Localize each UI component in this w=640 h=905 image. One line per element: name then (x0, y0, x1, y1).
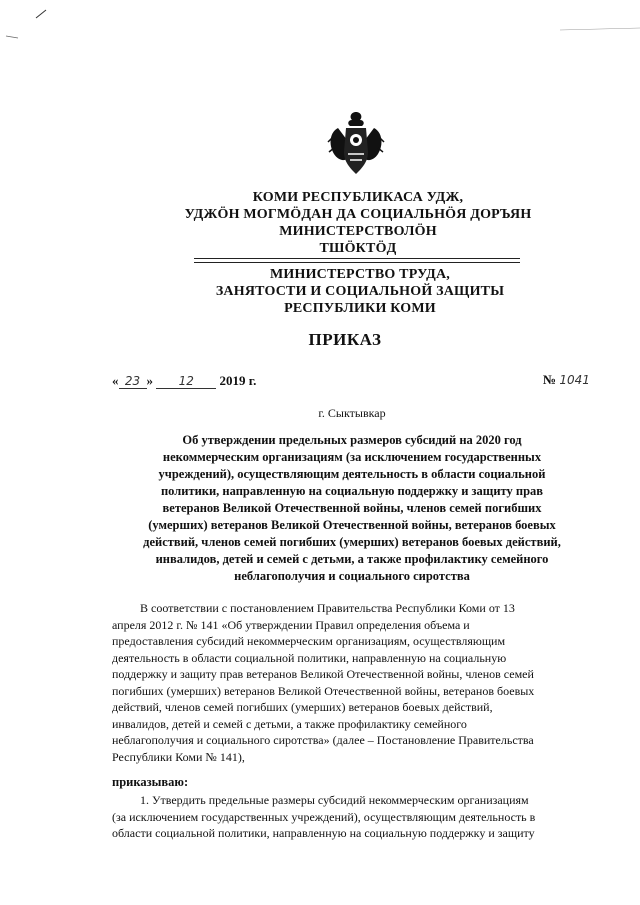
preamble-line: апреля 2012 г. № 141 «Об утверждении Правил определения объема и (112, 617, 470, 632)
header-komi-line: УДЖӦН МОГМӦДАН ДА СОЦИАЛЬНӦЯ ДОРЪЯН (184, 207, 532, 222)
number-label: № (543, 372, 557, 387)
subject-line: ветеранов Великой Отечественной войны, членов семей погибших (162, 501, 542, 515)
subject-line: неблагополучия и социального сиротства (234, 569, 470, 583)
header-komi-line: КОМИ РЕСПУБЛИКАСА УДЖ, (252, 190, 464, 205)
preamble-line: деятельность в области социальной политики, направленную на социальную (112, 650, 507, 665)
preamble-line: погибших (умерших) ветеранов Великой Отечественной войны, ветеранов боевых (112, 683, 535, 698)
order-date (112, 373, 256, 389)
header-komi-line: ТШӦКТӦД (319, 241, 397, 256)
header-komi (38, 189, 640, 257)
header-ru-line: ЗАНЯТОСТИ И СОЦИАЛЬНОЙ ЗАЩИТЫ (215, 284, 505, 299)
header-ru-line: МИНИСТЕРСТВО ТРУДА, (269, 267, 450, 282)
subject-line: действий, членов семей погибших (умерших) ветеранов боевых действий, (143, 535, 561, 549)
preamble-line: инвалидов, детей и семей с детьми, а также профилактику семейного (112, 716, 467, 731)
subject-line: инвалидов, детей и семей с детьми, а также профилактику семейного (155, 552, 549, 566)
date-year: 2019 г. (219, 373, 257, 388)
date-day: 23 (119, 374, 147, 389)
header-ru-line: РЕСПУБЛИКИ КОМИ (284, 301, 436, 316)
subject-line: (умерших) ветеранов Великой Отечественной войны, ветеранов боевых (148, 518, 556, 532)
order-word: приказываю: (112, 775, 189, 789)
header-divider-thin (194, 262, 520, 263)
header-divider (194, 258, 520, 259)
preamble-line: Республики Коми № 141), (112, 749, 245, 764)
preamble-line: предоставления субсидий некоммерческим организациям, осуществляющим (112, 634, 506, 648)
number-value: 1041 (559, 373, 590, 387)
date-open-quote: « (112, 373, 119, 388)
preamble-line: действий, членов семей погибших (умерших) ветеранов боевых действий, (112, 700, 493, 714)
order-item-1 (112, 792, 598, 842)
subject-line: Об утверждении предельных размеров субсидий на 2020 год (182, 433, 522, 447)
city: г. Сыктывкар (318, 406, 386, 420)
order-subject (108, 432, 596, 585)
pen-marks (0, 0, 640, 60)
item-line: (за исключением государственных учреждений), осуществляющим деятельность в (112, 809, 536, 824)
date-month: 12 (156, 374, 216, 389)
order-number (543, 372, 590, 388)
preamble-line: неблагополучия и социального сиротства» (далее – Постановление Правительства (112, 733, 534, 747)
item-line: 1. Утвердить предельные размеры субсидий некоммерческим организациям (140, 793, 529, 807)
subject-line: учреждений), осуществляющим деятельность в области социальной (158, 467, 546, 481)
document-title: ПРИКАЗ (308, 330, 382, 349)
subject-line: политики, направленную на социальную поддержку и защиту прав (160, 484, 544, 498)
item-line: области социальной политики, направленную на социальную поддержку и защиту (112, 826, 535, 840)
header-russian (40, 266, 640, 317)
preamble-line: В соответствии с постановлением Правительства Республики Коми от 13 (140, 601, 515, 615)
coat-of-arms-emblem (324, 108, 388, 180)
date-close-quote: » (146, 373, 153, 388)
preamble-paragraph (112, 600, 598, 765)
subject-line: некоммерческим организациям (за исключением государственных (162, 450, 542, 464)
preamble-line: поддержку и защиту прав ветеранов Великой Отечественной войны, членов семей (112, 667, 534, 681)
header-komi-line: МИНИСТЕРСТВОЛӦН (279, 224, 437, 239)
